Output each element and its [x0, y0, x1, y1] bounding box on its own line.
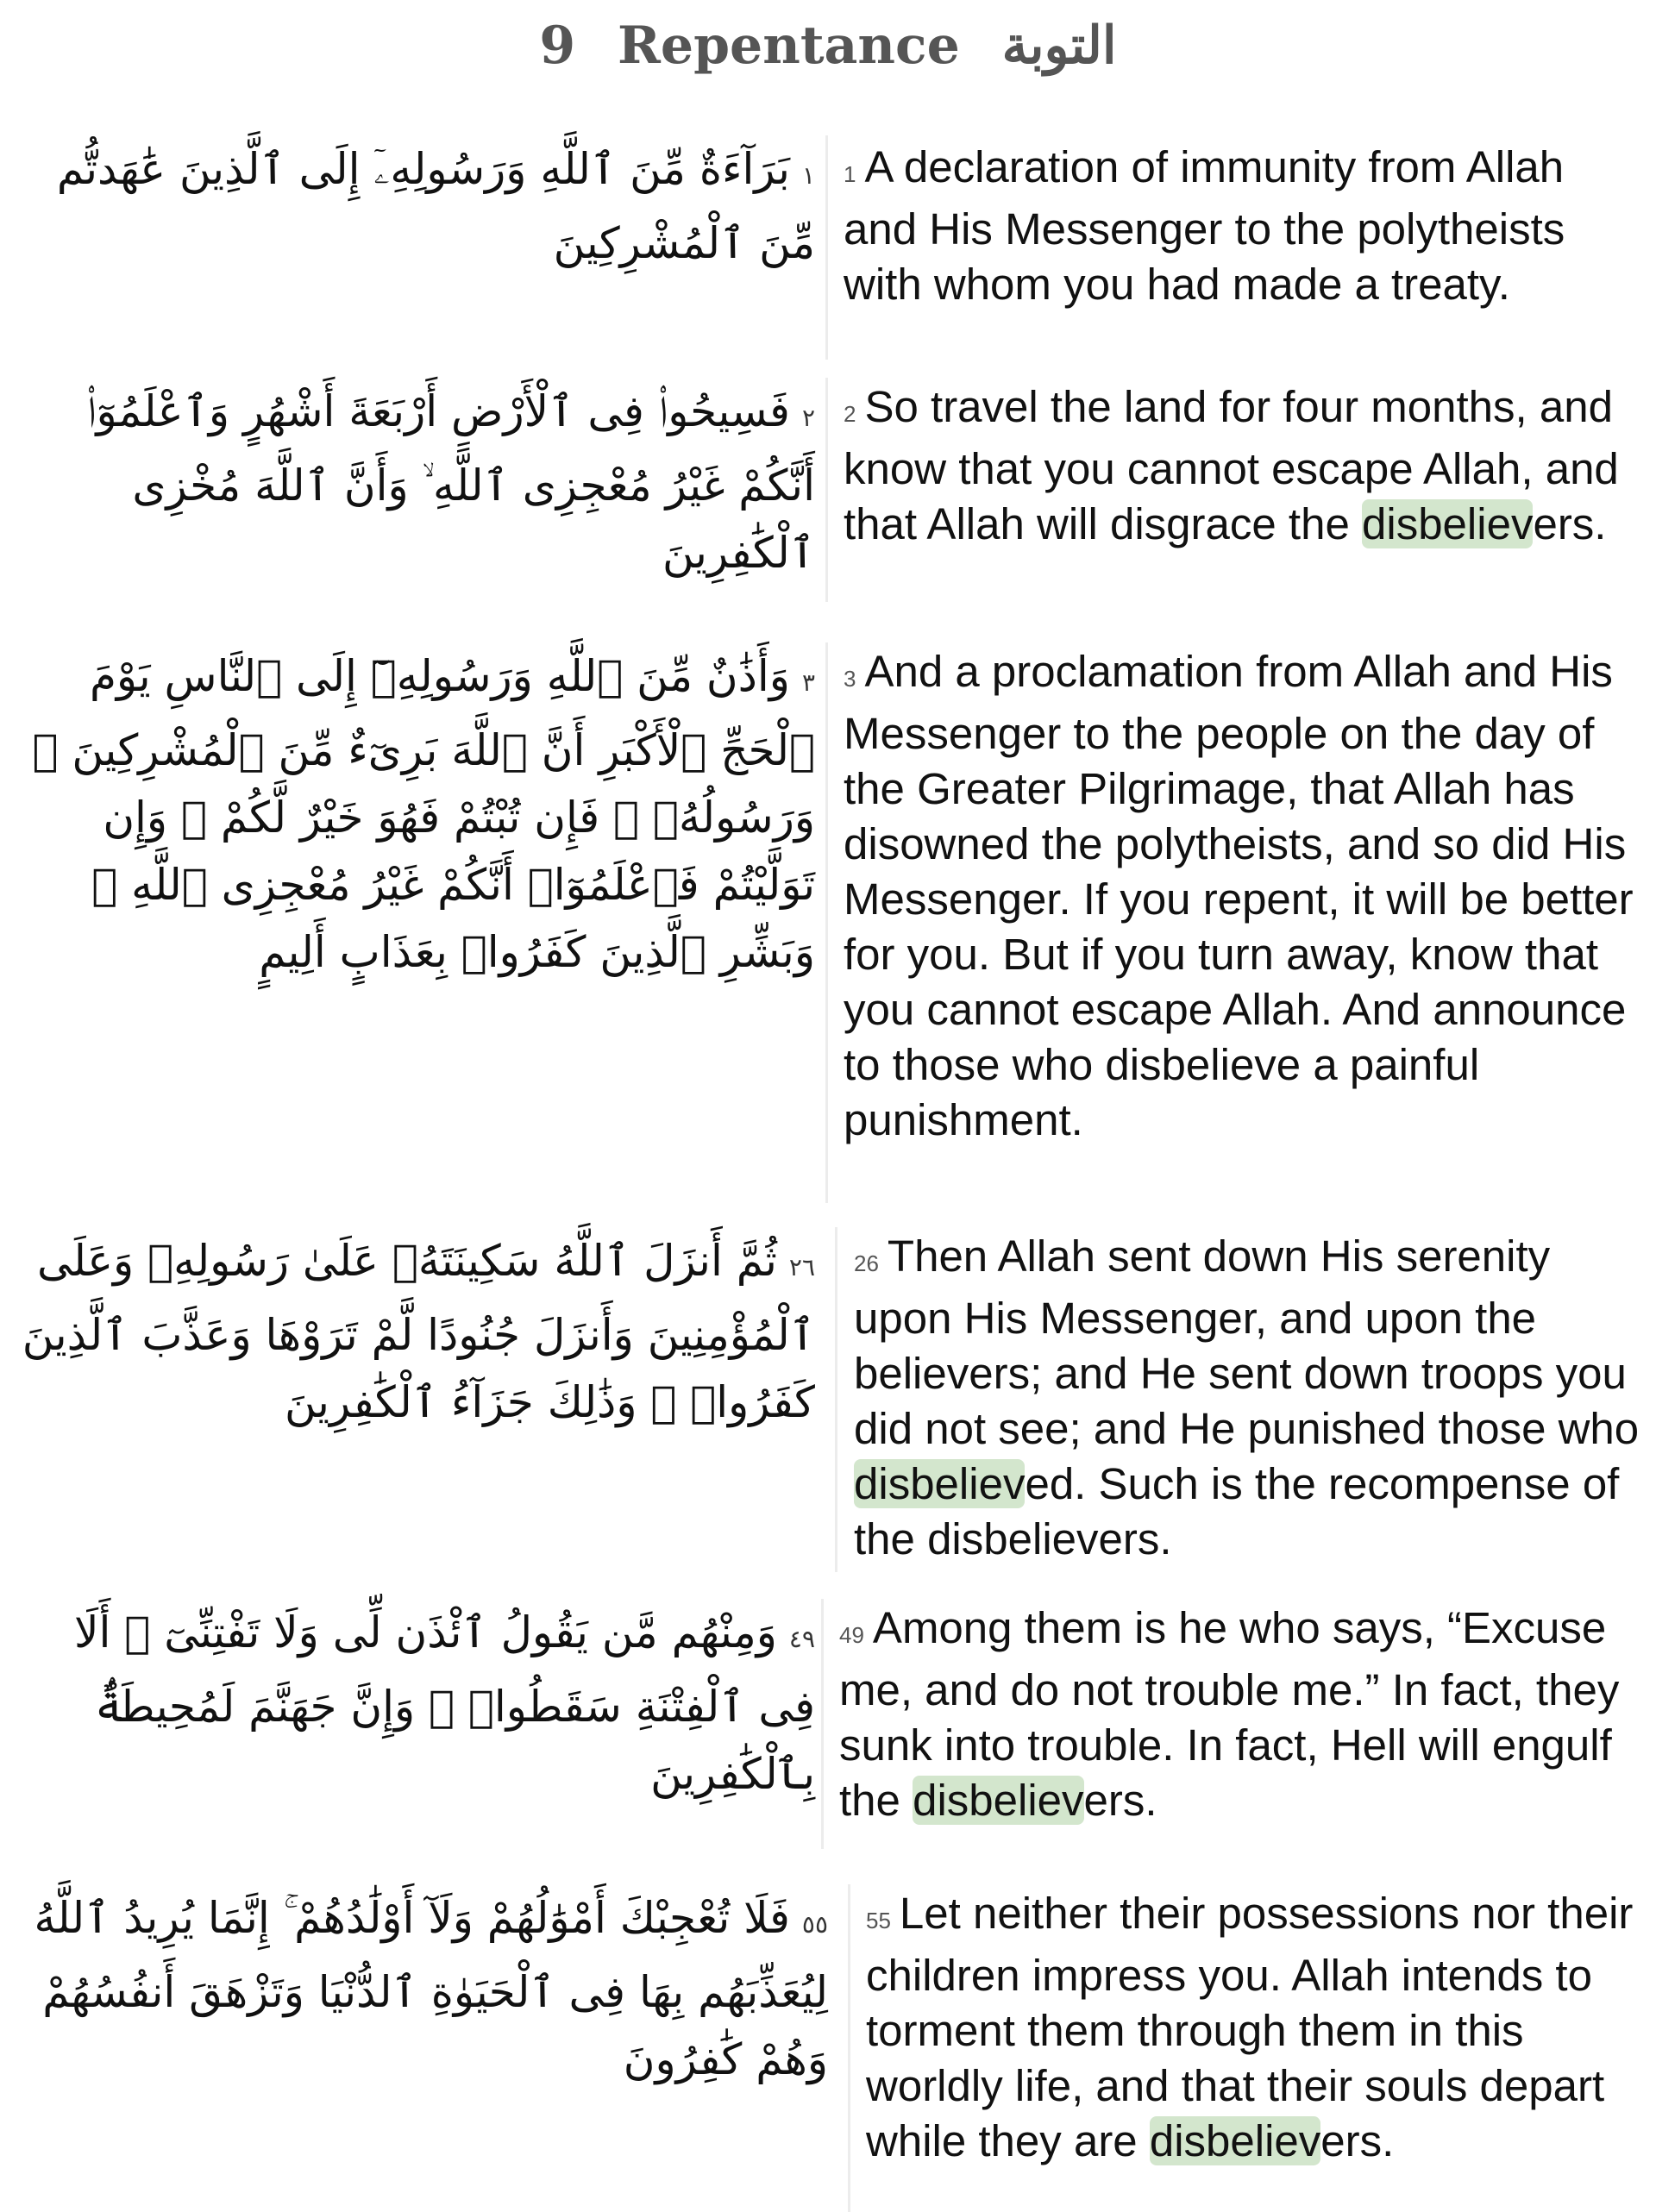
arabic-verse-number: ٣ — [801, 668, 815, 697]
translation-text: A declaration of immunity from Allah and His Messenger to the polytheists with whom you had made a treaty. — [844, 142, 1565, 309]
arabic-verse-number: ٢٦ — [788, 1253, 815, 1281]
translation-text: ers. — [1533, 499, 1607, 548]
english-verse — [854, 1229, 1656, 1567]
verse-row — [0, 135, 1656, 360]
translation-text: ed. Such is the recompense of the disbelievers. — [854, 1459, 1620, 1563]
column-divider — [835, 1227, 837, 1572]
arabic-text: فَسِيحُوا۟ فِى ٱلْأَرْضِ أَرْبَعَةَ أَشْهُرٍ وَٱعْلَمُوٓا۟ أَنَّكُمْ غَيْرُ مُعْجِزِى ٱللَّهِ ۙ وَأَنَّ ٱللَّهَ مُخْزِى ٱلْكَٰفِرِينَ — [86, 386, 815, 578]
verse-number: 26 — [854, 1250, 879, 1276]
column-divider — [848, 1884, 850, 2212]
verse-number: 55 — [866, 1908, 891, 1933]
translation-text: Among them is he who says, “Excuse me, and do not trouble me.” In fact, they sunk into trouble. In fact, Hell will engulf the — [839, 1603, 1620, 1825]
column-divider — [825, 135, 828, 360]
translation-text: Then Allah sent down His serenity upon His Messenger, and upon the believers; and He sent down troops you did not see; and He punished those who — [854, 1231, 1640, 1453]
verse-row — [0, 1884, 1656, 2212]
arabic-text: بَرَآءَةٌ مِّنَ ٱللَّهِ وَرَسُولِهِۦٓ إِلَى ٱلَّذِينَ عَٰهَدتُّم مِّنَ ٱلْمُشْرِكِينَ — [56, 144, 815, 268]
arabic-verse — [9, 1227, 815, 1436]
arabic-verse-number: ٢ — [801, 404, 815, 432]
translation-text: So travel the land for four months, and know that you cannot escape Allah, and that Allah will disgrace the — [844, 382, 1619, 548]
verse-row — [0, 1599, 1656, 1849]
verse-row — [0, 1227, 1656, 1572]
translation-text: Let neither their possessions nor their children impress you. Allah intends to torment them through them in this worldly life, and that their souls depart while they are — [866, 1889, 1634, 2165]
verse-row — [0, 378, 1656, 602]
english-verse — [844, 644, 1646, 1148]
search-highlight: disbeliev — [913, 1776, 1084, 1825]
english-verse — [866, 1886, 1642, 2169]
arabic-verse-number: ٤٩ — [788, 1625, 815, 1653]
arabic-text: وَأَذَٰنٌ مِّنَ ٱللَّهِ وَرَسُولِهِۦٓ إِلَى ٱلنَّاسِ يَوْمَ ٱلْحَجِّ ٱلْأَكْبَرِ أَنَّ ٱللَّهَ بَرِىٓءٌ مِّنَ ٱلْمُشْرِكِينَ ۙ وَرَسُولُهُۥ ۚ فَإِن تُبْتُمْ فَهُوَ خَيْرٌ لَّكُمْ ۖ وَإِن تَوَلَّيْتُمْ فَٱعْلَمُوٓا۟ أَنَّكُمْ غَيْرُ مُعْجِزِى ٱللَّهِ ۗ وَبَشِّرِ ٱلَّذِينَ كَفَرُوا۟ بِعَذَابٍ أَلِيمٍ — [32, 651, 815, 977]
verse-row — [0, 642, 1656, 1203]
verse-number: 3 — [844, 666, 856, 692]
arabic-text: وَمِنْهُم مَّن يَقُولُ ٱئْذَن لِّى وَلَا تَفْتِنِّىٓ ۚ أَلَا فِى ٱلْفِتْنَةِ سَقَطُوا۟ ۗ وَإِنَّ جَهَنَّمَ لَمُحِيطَةٌۢ بِٱلْكَٰفِرِينَ — [74, 1607, 815, 1799]
translation-text: ers. — [1320, 2116, 1395, 2165]
english-verse — [844, 379, 1646, 552]
arabic-verse-number: ١ — [801, 161, 815, 190]
arabic-text: فَلَا تُعْجِبْكَ أَمْوَٰلُهُمْ وَلَآ أَوْلَٰدُهُمْ ۚ إِنَّمَا يُرِيدُ ٱللَّهُ لِيُعَذِّبَهُم بِهَا فِى ٱلْحَيَوٰةِ ٱلدُّنْيَا وَتَزْهَقَ أَنفُسُهُمْ وَهُمْ كَٰفِرُونَ — [34, 1893, 828, 2084]
surah-name-arabic: التوبة — [1001, 16, 1117, 76]
verse-number: 49 — [839, 1622, 864, 1648]
surah-number: 9 — [539, 16, 576, 76]
column-divider — [821, 1599, 824, 1849]
translation-text: ers. — [1083, 1776, 1157, 1825]
verse-number: 1 — [844, 161, 856, 187]
english-verse — [844, 140, 1646, 312]
search-highlight: disbeliev — [1362, 499, 1534, 548]
column-divider — [825, 642, 828, 1203]
translation-text: And a proclamation from Allah and His Messenger to the people on the day of the Greater Pilgrimage, that Allah has disowned the polytheists, and so did His Messenger. If you repent, it will be better for you. But if you turn away, know that you cannot escape Allah. And announce to those who disbelieve a painful punishment. — [844, 647, 1634, 1144]
arabic-text: ثُمَّ أَنزَلَ ٱللَّهُ سَكِينَتَهُۥ عَلَىٰ رَسُولِهِۦ وَعَلَى ٱلْمُؤْمِنِينَ وَأَنزَلَ جُنُودًا لَّمْ تَرَوْهَا وَعَذَّبَ ٱلَّذِينَ كَفَرُوا۟ ۚ وَذَٰلِكَ جَزَآءُ ٱلْكَٰفِرِينَ — [22, 1236, 815, 1427]
verse-number: 2 — [844, 401, 856, 427]
arabic-verse — [9, 1884, 828, 2093]
arabic-verse — [9, 135, 815, 277]
column-divider — [825, 378, 828, 602]
surah-name-english: Repentance — [618, 16, 960, 76]
arabic-verse — [9, 1599, 815, 1808]
search-highlight: disbeliev — [1149, 2116, 1321, 2165]
arabic-verse-number: ٥٥ — [801, 1910, 828, 1939]
surah-title — [0, 16, 1656, 76]
search-highlight: disbeliev — [854, 1459, 1026, 1508]
arabic-verse — [9, 378, 815, 586]
english-verse — [839, 1601, 1641, 1828]
arabic-verse — [9, 642, 815, 986]
